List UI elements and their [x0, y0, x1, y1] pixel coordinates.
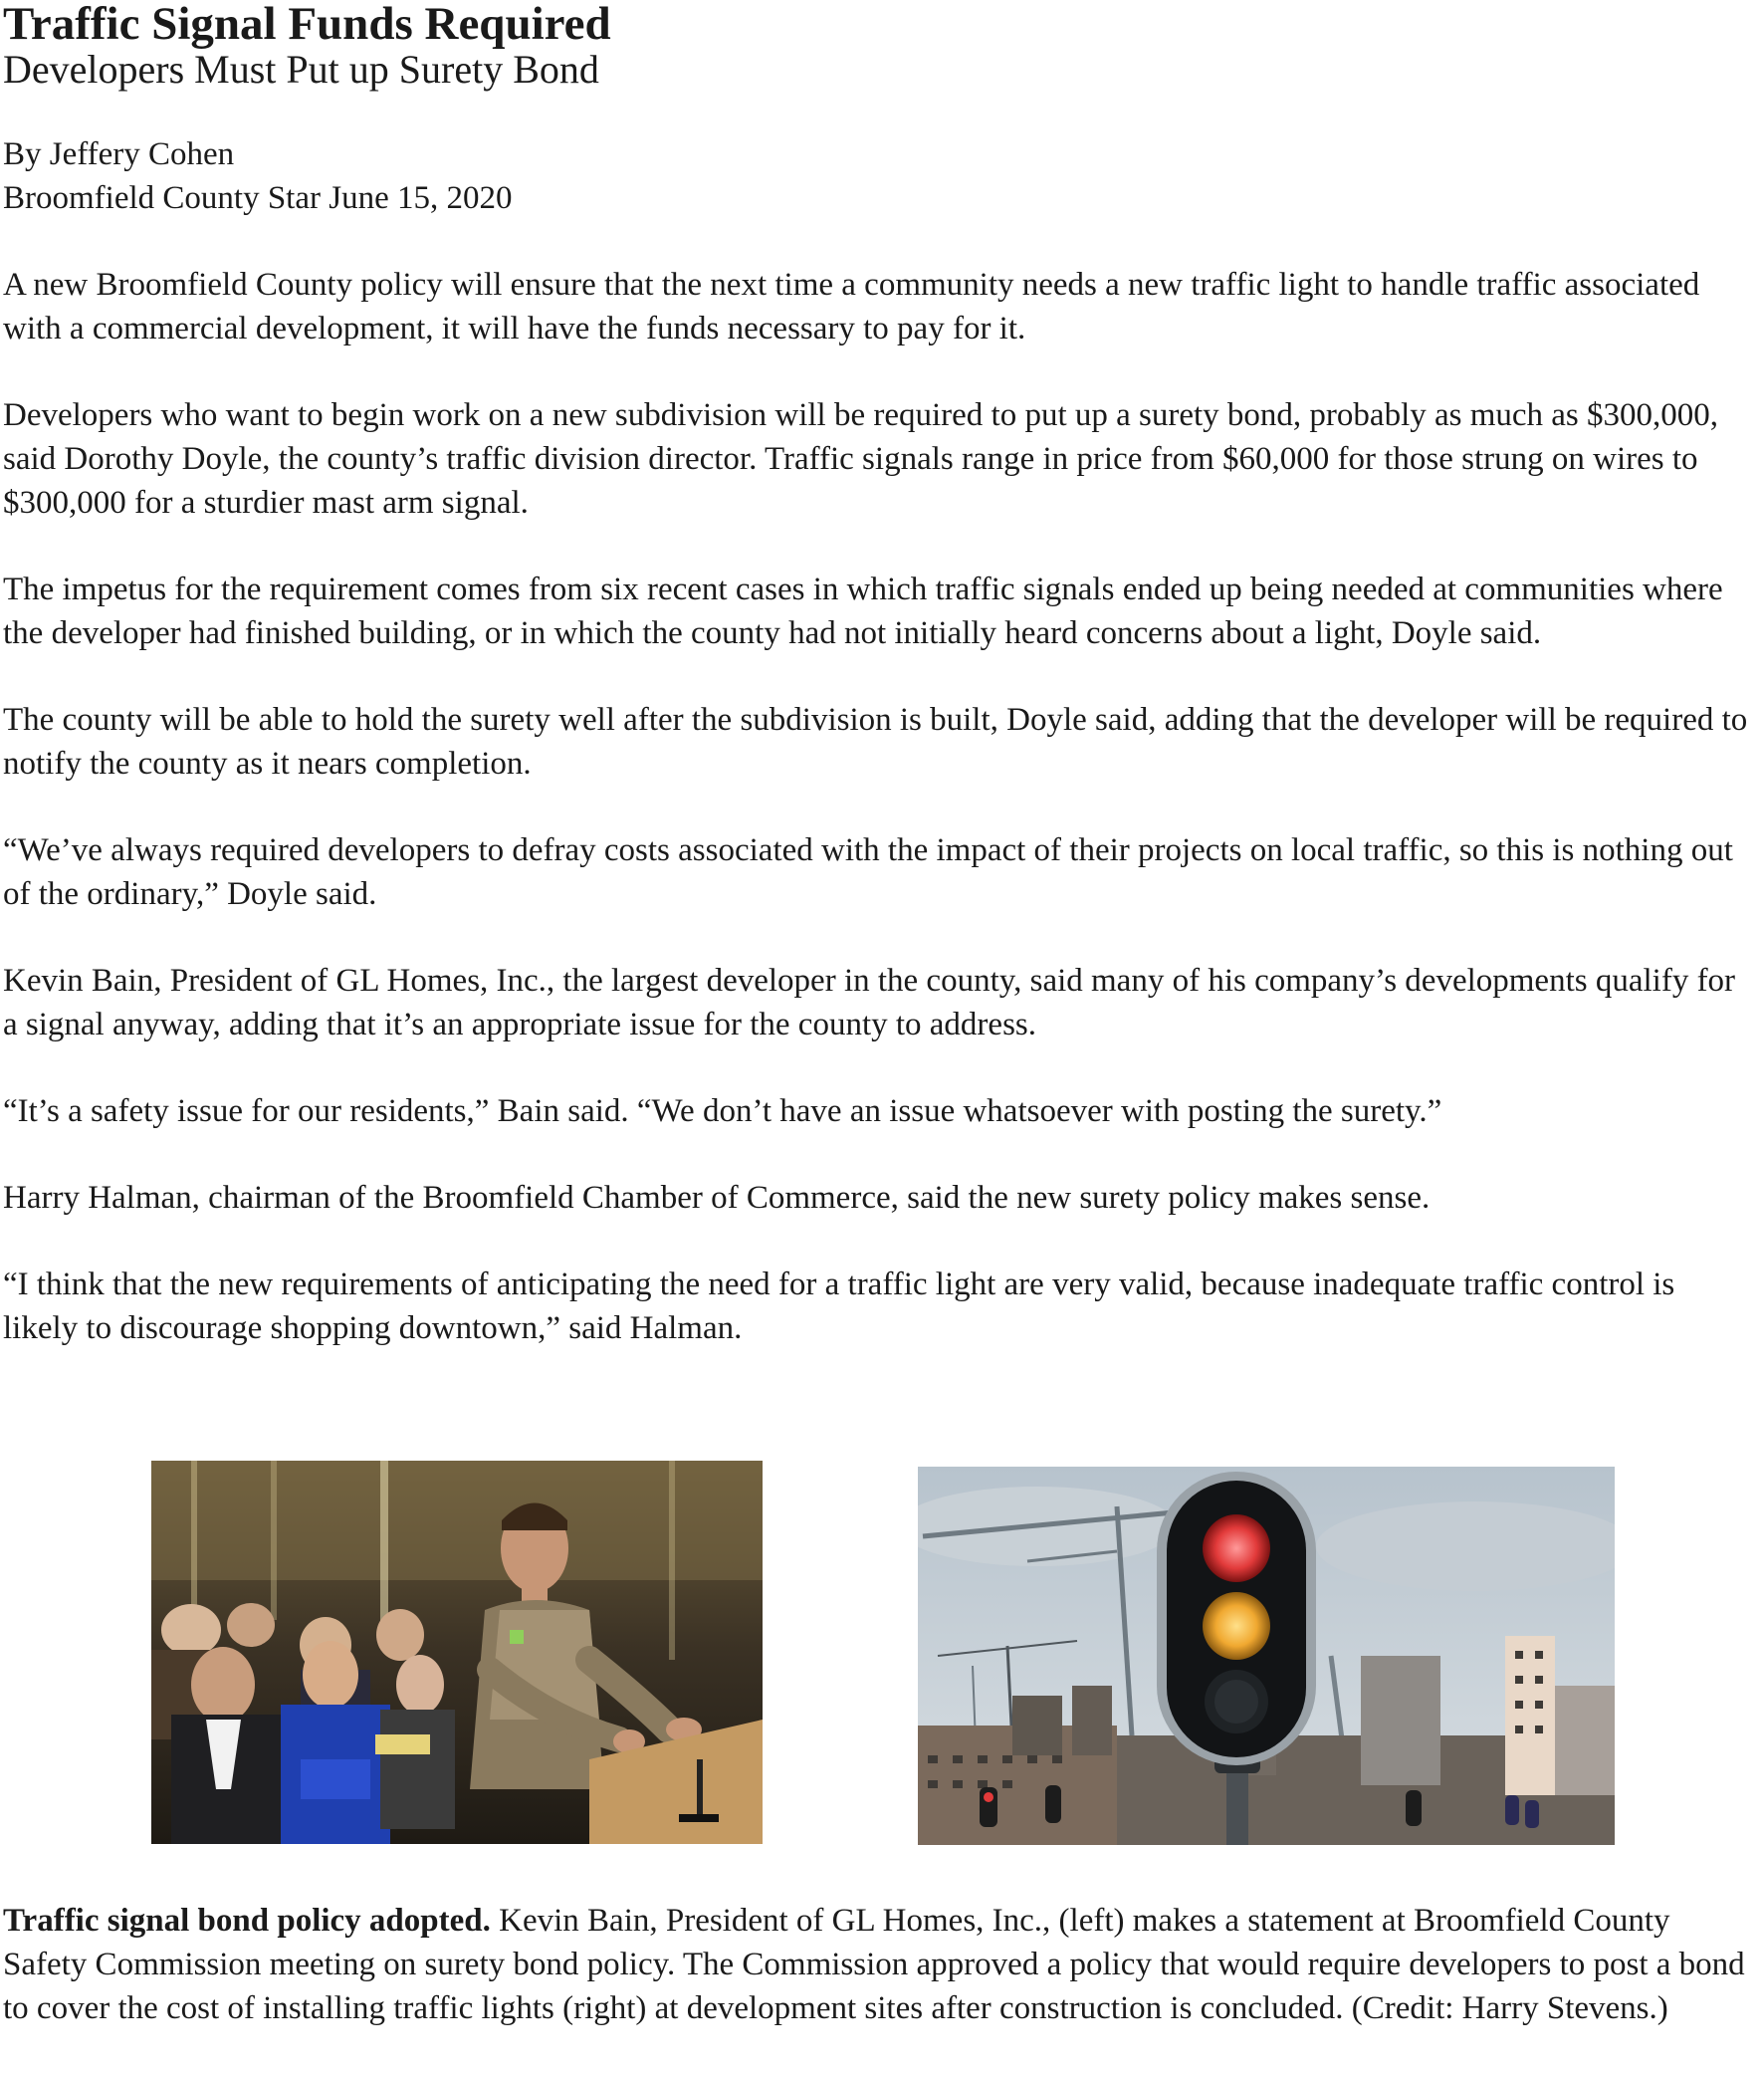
headline: Traffic Signal Funds Required [3, 0, 611, 50]
article-page [3, 0, 1755, 1393]
byline [3, 132, 1755, 220]
meeting-photo [151, 1461, 763, 1844]
caption-lead: Traffic signal bond policy adopted. [3, 1903, 491, 1939]
source-date-line: Broomfield County Star June 15, 2020 [3, 180, 513, 216]
paragraph: “It’s a safety issue for our residents,” Bain said. “We don’t have an issue whatsoever with posting the surety.” [3, 1093, 1442, 1129]
paragraph: Harry Halman, chairman of the Broomfield Chamber of Commerce, said the new surety policy makes sense. [3, 1180, 1431, 1216]
caption-text: Kevin Bain, President of GL Homes, Inc., (left) makes a statement at Broomfield County Safety Commission meeting on surety bond policy. The Commission approved a policy that would require developers to post a bond to cover the cost of installing traffic lights (right) at development sites after construction is concluded. (Credit: Harry Stevens.) [3, 1903, 1745, 2026]
traffic-light-photo [918, 1467, 1615, 1845]
paragraph: The county will be able to hold the surety well after the subdivision is built, Doyle said, adding that the developer will be required to notify the county as it nears completion. [3, 702, 1748, 782]
paragraph: The impetus for the requirement comes from six recent cases in which traffic signals ended up being needed at communities where the developer had finished building, or in which the county had not initially heard concerns about a light, Doyle said. [3, 572, 1723, 651]
paragraph: Developers who want to begin work on a new subdivision will be required to put up a surety bond, probably as much as $300,000, said Dorothy Doyle, the county’s traffic division director. Traffic signals range in price from $60,000 for those strung on wires to $300,000 for a sturdier mast arm signal. [3, 397, 1719, 521]
paragraph: A new Broomfield County policy will ensure that the next time a community needs a new traffic light to handle traffic associated with a commercial development, it will have the funds necessary to pay for it. [3, 267, 1700, 346]
paragraph: “We’ve always required developers to defray costs associated with the impact of their projects on local traffic, so this is nothing out of the ordinary,” Doyle said. [3, 832, 1733, 912]
photo-caption [3, 1899, 1760, 2030]
author-line: By Jeffery Cohen [3, 136, 235, 172]
paragraph: “I think that the new requirements of anticipating the need for a traffic light are very valid, because inadequate traffic control is likely to discourage shopping downtown,” said Halman. [3, 1267, 1675, 1346]
subheadline: Developers Must Put up Surety Bond [3, 47, 599, 92]
paragraph: Kevin Bain, President of GL Homes, Inc., the largest developer in the county, said many of his company’s developments qualify for a signal anyway, adding that it’s an appropriate issue for the county to address. [3, 963, 1736, 1042]
article-body [3, 263, 1755, 1350]
